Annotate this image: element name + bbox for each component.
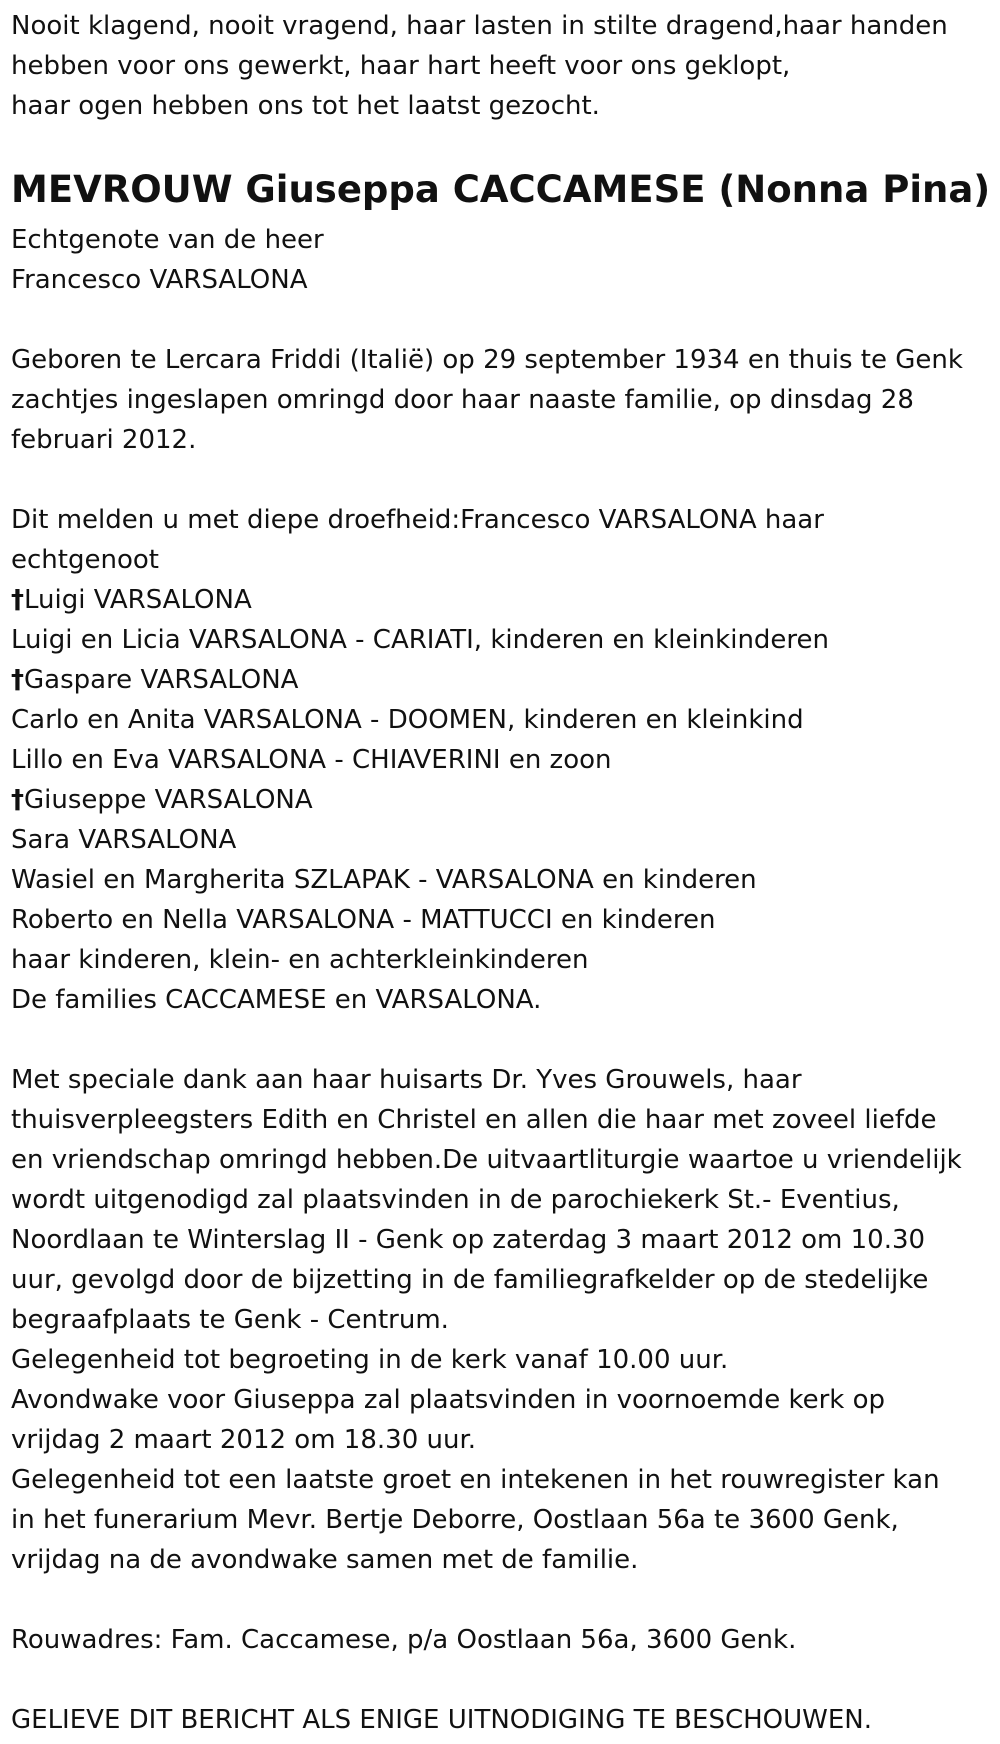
- family-member-line: [11, 580, 992, 620]
- family-member-line: [11, 980, 992, 1020]
- thanks-ceremony-section: [11, 1060, 992, 1580]
- family-member-line: [11, 940, 992, 980]
- family-member-text: Carlo en Anita VARSALONA - DOOMEN, kinderen en kleinkind: [11, 705, 804, 735]
- birth-line: zachtjes ingeslapen omringd door haar naaste familie, op dinsdag 28: [11, 385, 914, 415]
- cross-icon: †: [11, 665, 24, 695]
- family-intro-line: Dit melden u met diepe droefheid:Francesco VARSALONA haar: [11, 505, 824, 535]
- family-member-line: [11, 820, 992, 860]
- birth-line: februari 2012.: [11, 425, 197, 455]
- family-member-text: Lillo en Eva VARSALONA - CHIAVERINI en zoon: [11, 745, 612, 775]
- spouse-line: Echtgenote van de heer: [11, 225, 324, 255]
- family-member-text: Sara VARSALONA: [11, 825, 237, 855]
- poem-line: hebben voor ons gewerkt, haar hart heeft voor ons geklopt,: [11, 51, 791, 81]
- birth-section: [11, 340, 992, 460]
- cross-icon: †: [11, 585, 24, 615]
- family-member-text: Roberto en Nella VARSALONA - MATTUCCI en kinderen: [11, 905, 716, 935]
- address-section: [11, 1620, 992, 1660]
- ceremony-line: en vriendschap omringd hebben.De uitvaartliturgie waartoe u vriendelijk: [11, 1145, 962, 1175]
- family-member-text: Gaspare VARSALONA: [24, 665, 299, 695]
- ceremony-line: Gelegenheid tot begroeting in de kerk vanaf 10.00 uur.: [11, 1345, 729, 1375]
- closing-notice: GELIEVE DIT BERICHT ALS ENIGE UITNODIGING TE BESCHOUWEN.: [11, 1705, 872, 1735]
- ceremony-line: Avondwake voor Giuseppa zal plaatsvinden in voornoemde kerk op: [11, 1385, 886, 1415]
- ceremony-line: Gelegenheid tot een laatste groet en intekenen in het rouwregister kan: [11, 1465, 940, 1495]
- spouse-section: [11, 220, 992, 300]
- ceremony-line: Noordlaan te Winterslag II - Genk op zaterdag 3 maart 2012 om 10.30: [11, 1225, 926, 1255]
- ceremony-line: Met speciale dank aan haar huisarts Dr. Yves Grouwels, haar: [11, 1065, 802, 1095]
- birth-line: Geboren te Lercara Friddi (Italië) op 29 september 1934 en thuis te Genk: [11, 345, 963, 375]
- poem-line: Nooit klagend, nooit vragend, haar lasten in stilte dragend,haar handen: [11, 11, 948, 41]
- intro-poem: [11, 6, 992, 126]
- closing-section: [11, 1700, 992, 1740]
- deceased-name-title: MEVROUW Giuseppa CACCAMESE (Nonna Pina): [11, 168, 991, 211]
- mourning-address: Rouwadres: Fam. Caccamese, p/a Oostlaan 56a, 3600 Genk.: [11, 1625, 797, 1655]
- ceremony-line: uur, gevolgd door de bijzetting in de familiegrafkelder op de stedelijke: [11, 1265, 929, 1295]
- family-member-line: [11, 620, 992, 660]
- family-member-text: Luigi en Licia VARSALONA - CARIATI, kinderen en kleinkinderen: [11, 625, 830, 655]
- family-member-line: [11, 900, 992, 940]
- family-member-text: De families CACCAMESE en VARSALONA.: [11, 985, 542, 1015]
- ceremony-line: vrijdag 2 maart 2012 om 18.30 uur.: [11, 1425, 477, 1455]
- ceremony-line: thuisverpleegsters Edith en Christel en allen die haar met zoveel liefde: [11, 1105, 937, 1135]
- ceremony-line: in het funerarium Mevr. Bertje Deborre, Oostlaan 56a te 3600 Genk,: [11, 1505, 899, 1535]
- family-intro-line: echtgenoot: [11, 545, 159, 575]
- family-member-text: Wasiel en Margherita SZLAPAK - VARSALONA en kinderen: [11, 865, 757, 895]
- family-member-text: haar kinderen, klein- en achterkleinkinderen: [11, 945, 589, 975]
- ceremony-line: wordt uitgenodigd zal plaatsvinden in de parochiekerk St.- Eventius,: [11, 1185, 900, 1215]
- cross-icon: †: [11, 785, 24, 815]
- family-member-line: [11, 740, 992, 780]
- poem-line: haar ogen hebben ons tot het laatst gezocht.: [11, 91, 600, 121]
- ceremony-line: vrijdag na de avondwake samen met de familie.: [11, 1545, 639, 1575]
- family-member-line: [11, 860, 992, 900]
- spouse-line: Francesco VARSALONA: [11, 265, 308, 295]
- family-member-line: [11, 660, 992, 700]
- family-member-text: Luigi VARSALONA: [24, 585, 252, 615]
- family-section: [11, 500, 992, 1020]
- family-member-text: Giuseppe VARSALONA: [24, 785, 313, 815]
- family-list: [11, 580, 992, 1020]
- ceremony-line: begraafplaats te Genk - Centrum.: [11, 1305, 449, 1335]
- family-member-line: [11, 700, 992, 740]
- family-member-line: [11, 780, 992, 820]
